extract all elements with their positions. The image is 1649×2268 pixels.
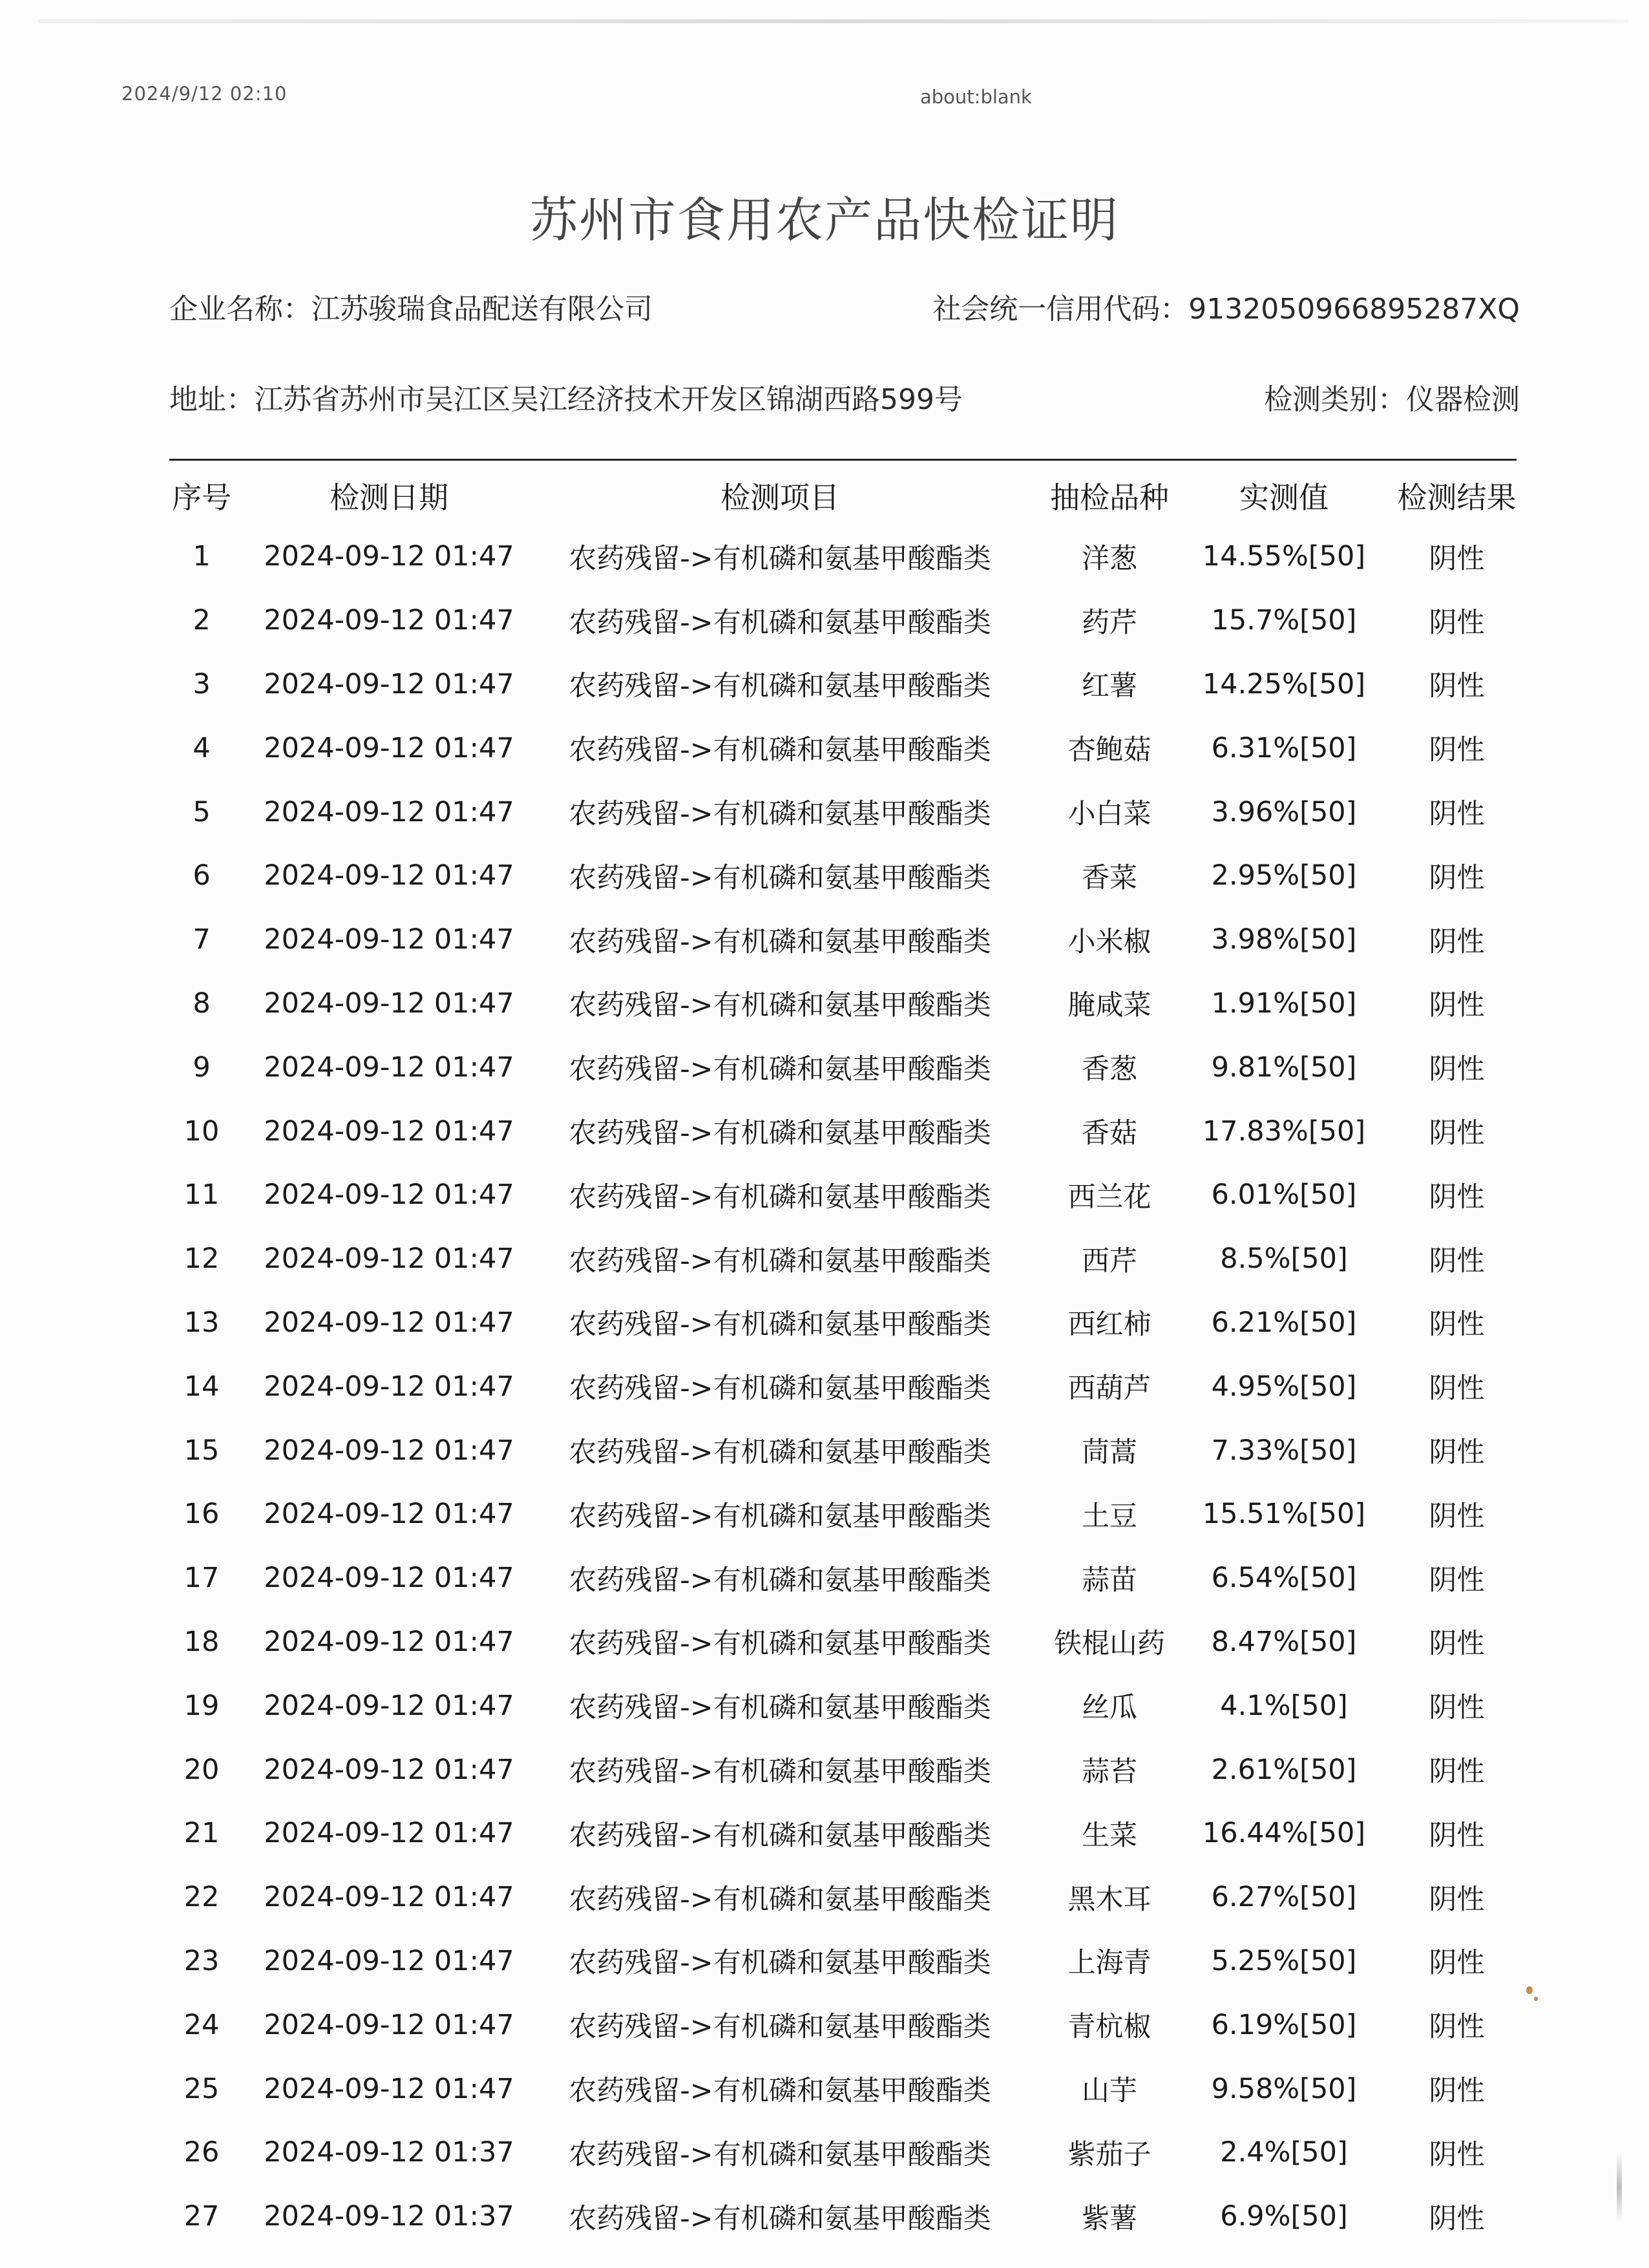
table-row — [150, 1546, 1529, 1610]
table-body — [150, 525, 1529, 2249]
cell-value: 5.25%[50] — [1211, 1944, 1357, 1977]
cell-item: 农药残留->有机磷和氨基甲酸酯类 — [569, 1883, 991, 1916]
cell-kind: 洋葱 — [1082, 542, 1137, 575]
cell-item: 农药残留->有机磷和氨基甲酸酯类 — [569, 734, 991, 767]
table-header-row — [150, 467, 1529, 525]
cell-kind: 丝瓜 — [1082, 1692, 1137, 1725]
results-table — [150, 467, 1529, 2249]
cell-result: 阴性 — [1429, 1883, 1485, 1916]
cell-no: 17 — [184, 1562, 220, 1595]
cell-no: 4 — [193, 731, 211, 764]
cell-result: 阴性 — [1429, 2011, 1485, 2044]
table-row — [150, 653, 1529, 717]
cell-item: 农药残留->有机磷和氨基甲酸酯类 — [569, 542, 991, 575]
cell-kind: 小米椒 — [1067, 925, 1151, 958]
cell-result: 阴性 — [1429, 2138, 1485, 2171]
cell-kind: 蒜苔 — [1082, 1756, 1137, 1789]
cell-no: 8 — [193, 987, 211, 1020]
cell-value: 14.25%[50] — [1202, 667, 1366, 700]
table-row — [150, 844, 1529, 908]
cell-date: 2024-09-12 01:37 — [264, 2136, 514, 2169]
cell-value: 9.58%[50] — [1211, 2072, 1357, 2105]
cell-date: 2024-09-12 01:47 — [264, 1562, 514, 1595]
cell-item: 农药残留->有机磷和氨基甲酸酯类 — [569, 2075, 991, 2108]
table-row — [150, 1482, 1529, 1546]
cell-value: 14.55%[50] — [1202, 540, 1366, 573]
cell-result: 阴性 — [1429, 2075, 1485, 2108]
cell-kind: 杏鲍菇 — [1067, 734, 1151, 767]
cell-item: 农药残留->有机磷和氨基甲酸酯类 — [569, 2011, 991, 2044]
cell-date: 2024-09-12 01:47 — [264, 540, 514, 573]
cell-result: 阴性 — [1429, 1500, 1485, 1533]
cell-date: 2024-09-12 01:47 — [264, 923, 514, 956]
cell-value: 17.83%[50] — [1202, 1115, 1366, 1148]
cell-value: 16.44%[50] — [1202, 1817, 1366, 1850]
cell-value: 6.21%[50] — [1211, 1306, 1357, 1339]
table-row — [150, 2185, 1529, 2249]
cell-no: 1 — [193, 540, 211, 573]
cell-result: 阴性 — [1429, 1436, 1485, 1469]
cell-kind: 生菜 — [1082, 1819, 1137, 1852]
cell-no: 15 — [184, 1434, 220, 1467]
cell-date: 2024-09-12 01:47 — [264, 1179, 514, 1212]
cell-result: 阴性 — [1429, 1372, 1485, 1405]
cell-kind: 上海青 — [1067, 1947, 1151, 1980]
table-row — [150, 1035, 1529, 1099]
table-row — [150, 780, 1529, 844]
cell-kind: 西红柿 — [1067, 1308, 1151, 1341]
cell-no: 21 — [184, 1817, 220, 1850]
cell-date: 2024-09-12 01:47 — [264, 731, 514, 764]
cell-no: 7 — [193, 923, 211, 956]
table-row — [150, 1099, 1529, 1163]
cell-item: 农药残留->有机磷和氨基甲酸酯类 — [569, 1756, 991, 1789]
cell-item: 农药残留->有机磷和氨基甲酸酯类 — [569, 1308, 991, 1341]
cell-kind: 红薯 — [1082, 670, 1137, 703]
cell-date: 2024-09-12 01:47 — [264, 1753, 514, 1786]
cell-value: 6.54%[50] — [1211, 1562, 1357, 1595]
cell-result: 阴性 — [1429, 542, 1485, 575]
cell-kind: 紫茄子 — [1067, 2138, 1151, 2171]
cell-item: 农药残留->有机磷和氨基甲酸酯类 — [569, 1117, 991, 1150]
cell-date: 2024-09-12 01:47 — [264, 604, 514, 637]
cell-value: 6.27%[50] — [1211, 1881, 1357, 1914]
cell-item: 农药残留->有机磷和氨基甲酸酯类 — [569, 1947, 991, 1980]
cell-result: 阴性 — [1429, 1053, 1485, 1086]
table-row — [150, 1929, 1529, 1993]
cell-date: 2024-09-12 01:47 — [264, 1306, 514, 1339]
cell-result: 阴性 — [1429, 925, 1485, 958]
cell-no: 27 — [184, 2200, 220, 2233]
print-url: about:blank — [920, 86, 1032, 108]
cell-value: 2.4%[50] — [1220, 2136, 1348, 2169]
cell-kind: 黑木耳 — [1067, 1883, 1151, 1916]
cell-item: 农药残留->有机磷和氨基甲酸酯类 — [569, 2202, 991, 2235]
cell-item: 农药残留->有机磷和氨基甲酸酯类 — [569, 606, 991, 639]
table-row — [150, 1674, 1529, 1738]
table-row — [150, 1993, 1529, 2057]
scan-edge-shadow — [39, 19, 1628, 23]
table-row — [150, 1354, 1529, 1418]
table-row — [150, 1227, 1529, 1291]
cell-no: 6 — [193, 859, 211, 892]
cell-result: 阴性 — [1429, 734, 1485, 767]
cell-no: 16 — [184, 1498, 220, 1531]
cell-result: 阴性 — [1429, 606, 1485, 639]
cell-date: 2024-09-12 01:37 — [264, 2200, 514, 2233]
cell-date: 2024-09-12 01:47 — [264, 1370, 514, 1403]
cell-value: 8.47%[50] — [1211, 1625, 1357, 1658]
cell-date: 2024-09-12 01:47 — [264, 987, 514, 1020]
cell-item: 农药残留->有机磷和氨基甲酸酯类 — [569, 1564, 991, 1597]
cell-no: 13 — [184, 1306, 220, 1339]
cell-date: 2024-09-12 01:47 — [264, 1498, 514, 1531]
header-item: 检测项目 — [720, 480, 839, 515]
cell-kind: 茼蒿 — [1082, 1436, 1137, 1469]
cell-kind: 香葱 — [1082, 1053, 1137, 1086]
cell-item: 农药残留->有机磷和氨基甲酸酯类 — [569, 1628, 991, 1661]
cell-value: 6.9%[50] — [1220, 2200, 1348, 2233]
cell-kind: 紫薯 — [1082, 2202, 1137, 2235]
cell-item: 农药残留->有机磷和氨基甲酸酯类 — [569, 798, 991, 831]
cell-item: 农药残留->有机磷和氨基甲酸酯类 — [569, 861, 991, 894]
cell-value: 8.5%[50] — [1220, 1243, 1348, 1276]
cell-date: 2024-09-12 01:47 — [264, 795, 514, 828]
cell-item: 农药残留->有机磷和氨基甲酸酯类 — [569, 2138, 991, 2171]
cell-value: 6.31%[50] — [1211, 731, 1357, 764]
cell-date: 2024-09-12 01:47 — [264, 1944, 514, 1977]
cell-item: 农药残留->有机磷和氨基甲酸酯类 — [569, 1372, 991, 1405]
table-row — [150, 1291, 1529, 1355]
cell-item: 农药残留->有机磷和氨基甲酸酯类 — [569, 1244, 991, 1277]
cell-date: 2024-09-12 01:47 — [264, 1881, 514, 1914]
table-row — [150, 1865, 1529, 1929]
cell-date: 2024-09-12 01:47 — [264, 1689, 514, 1722]
cell-result: 阴性 — [1429, 1308, 1485, 1341]
cell-value: 4.1%[50] — [1220, 1689, 1348, 1722]
cell-item: 农药残留->有机磷和氨基甲酸酯类 — [569, 1819, 991, 1852]
table-row — [150, 525, 1529, 589]
cell-date: 2024-09-12 01:47 — [264, 859, 514, 892]
cell-date: 2024-09-12 01:47 — [264, 1625, 514, 1658]
header-kind: 抽检品种 — [1050, 480, 1169, 515]
cell-value: 15.51%[50] — [1202, 1498, 1366, 1531]
cell-item: 农药残留->有机磷和氨基甲酸酯类 — [569, 1181, 991, 1213]
table-row — [150, 972, 1529, 1036]
cell-no: 11 — [184, 1179, 220, 1212]
cell-kind: 西兰花 — [1067, 1181, 1151, 1213]
cell-result: 阴性 — [1429, 1819, 1485, 1852]
cell-value: 4.95%[50] — [1211, 1370, 1357, 1403]
cell-date: 2024-09-12 01:47 — [264, 2008, 514, 2041]
cell-kind: 蒜苗 — [1082, 1564, 1137, 1597]
cell-kind: 小白菜 — [1067, 798, 1151, 831]
cell-value: 1.91%[50] — [1211, 987, 1357, 1020]
cell-no: 25 — [184, 2072, 220, 2105]
cell-result: 阴性 — [1429, 861, 1485, 894]
table-row — [150, 2121, 1529, 2185]
cell-item: 农药残留->有机磷和氨基甲酸酯类 — [569, 1500, 991, 1533]
cell-value: 2.95%[50] — [1211, 859, 1357, 892]
table-row — [150, 1163, 1529, 1227]
cell-item: 农药残留->有机磷和氨基甲酸酯类 — [569, 1692, 991, 1725]
cell-no: 23 — [184, 1944, 220, 1977]
cell-kind: 青杭椒 — [1067, 2011, 1151, 2044]
cell-value: 15.7%[50] — [1211, 604, 1357, 637]
cell-result: 阴性 — [1429, 670, 1485, 703]
scan-speck — [1526, 1986, 1533, 1994]
cell-result: 阴性 — [1429, 1244, 1485, 1277]
cell-no: 24 — [184, 2008, 220, 2041]
table-row — [150, 1801, 1529, 1865]
table-row — [150, 716, 1529, 780]
cell-date: 2024-09-12 01:47 — [264, 1051, 514, 1084]
cell-item: 农药残留->有机磷和氨基甲酸酯类 — [569, 1053, 991, 1086]
cell-kind: 土豆 — [1082, 1500, 1137, 1533]
cell-value: 7.33%[50] — [1211, 1434, 1357, 1467]
table-row — [150, 1418, 1529, 1482]
cell-date: 2024-09-12 01:47 — [264, 1817, 514, 1850]
header-value: 实测值 — [1239, 480, 1329, 515]
cell-kind: 西葫芦 — [1067, 1372, 1151, 1405]
table-row — [150, 1738, 1529, 1801]
table-row — [150, 2057, 1529, 2121]
cell-no: 19 — [184, 1689, 220, 1722]
cell-value: 9.81%[50] — [1211, 1051, 1357, 1084]
table-row — [150, 589, 1529, 653]
test-type: 检测类别：仪器检测 — [1264, 383, 1520, 416]
cell-value: 3.98%[50] — [1211, 923, 1357, 956]
cell-kind: 腌咸菜 — [1067, 989, 1151, 1022]
header-result: 检测结果 — [1397, 480, 1517, 515]
cell-result: 阴性 — [1429, 1564, 1485, 1597]
cell-result: 阴性 — [1429, 1117, 1485, 1150]
cell-kind: 山芋 — [1082, 2075, 1137, 2108]
cell-result: 阴性 — [1429, 1628, 1485, 1661]
table-row — [150, 908, 1529, 972]
cell-item: 农药残留->有机磷和氨基甲酸酯类 — [569, 925, 991, 958]
cell-value: 6.19%[50] — [1211, 2008, 1357, 2041]
cell-no: 5 — [193, 795, 211, 828]
cell-result: 阴性 — [1429, 1947, 1485, 1980]
cell-no: 22 — [184, 1881, 220, 1914]
cell-item: 农药残留->有机磷和氨基甲酸酯类 — [569, 670, 991, 703]
cell-kind: 西芹 — [1082, 1244, 1137, 1277]
cell-kind: 香菜 — [1082, 861, 1137, 894]
cell-value: 3.96%[50] — [1211, 795, 1357, 828]
cell-no: 14 — [184, 1370, 220, 1403]
cell-result: 阴性 — [1429, 1692, 1485, 1725]
cell-value: 2.61%[50] — [1211, 1753, 1357, 1786]
cell-result: 阴性 — [1429, 2202, 1485, 2235]
cell-kind: 香菇 — [1082, 1117, 1137, 1150]
cell-value: 6.01%[50] — [1211, 1179, 1357, 1212]
cell-item: 农药残留->有机磷和氨基甲酸酯类 — [569, 989, 991, 1022]
cell-no: 10 — [184, 1115, 220, 1148]
enterprise-address: 地址：江苏省苏州市吴江区吴江经济技术开发区锦湖西路599号 — [169, 383, 963, 416]
cell-date: 2024-09-12 01:47 — [264, 667, 514, 700]
cell-date: 2024-09-12 01:47 — [264, 2072, 514, 2105]
cell-no: 12 — [184, 1243, 220, 1276]
cell-no: 9 — [193, 1051, 211, 1084]
cell-date: 2024-09-12 01:47 — [264, 1243, 514, 1276]
cell-date: 2024-09-12 01:47 — [264, 1115, 514, 1148]
cell-kind: 铁棍山药 — [1054, 1628, 1165, 1661]
enterprise-name: 企业名称：江苏骏瑞食品配送有限公司 — [169, 293, 653, 326]
cell-no: 26 — [184, 2136, 220, 2169]
cell-result: 阴性 — [1429, 989, 1485, 1022]
cell-kind: 药芹 — [1082, 606, 1137, 639]
cell-date: 2024-09-12 01:47 — [264, 1434, 514, 1467]
cell-no: 18 — [184, 1625, 220, 1658]
document-title: 苏州市食用农产品快检证明 — [530, 193, 1119, 248]
cell-result: 阴性 — [1429, 1181, 1485, 1213]
cell-result: 阴性 — [1429, 798, 1485, 831]
header-date: 检测日期 — [330, 480, 448, 515]
cell-item: 农药残留->有机磷和氨基甲酸酯类 — [569, 1436, 991, 1469]
cell-no: 2 — [193, 604, 211, 637]
scan-edge-mark — [1617, 2152, 1622, 2223]
print-datetime: 2024/9/12 02:10 — [121, 83, 288, 105]
cell-result: 阴性 — [1429, 1756, 1485, 1789]
table-row — [150, 1610, 1529, 1674]
cell-no: 20 — [184, 1753, 220, 1786]
credit-code: 社会统一信用代码：913205096689528​7XQ — [932, 293, 1520, 326]
header-no: 序号 — [172, 480, 231, 515]
header-divider — [169, 459, 1517, 461]
cell-no: 3 — [193, 667, 211, 700]
scan-speck — [1534, 1997, 1538, 2001]
